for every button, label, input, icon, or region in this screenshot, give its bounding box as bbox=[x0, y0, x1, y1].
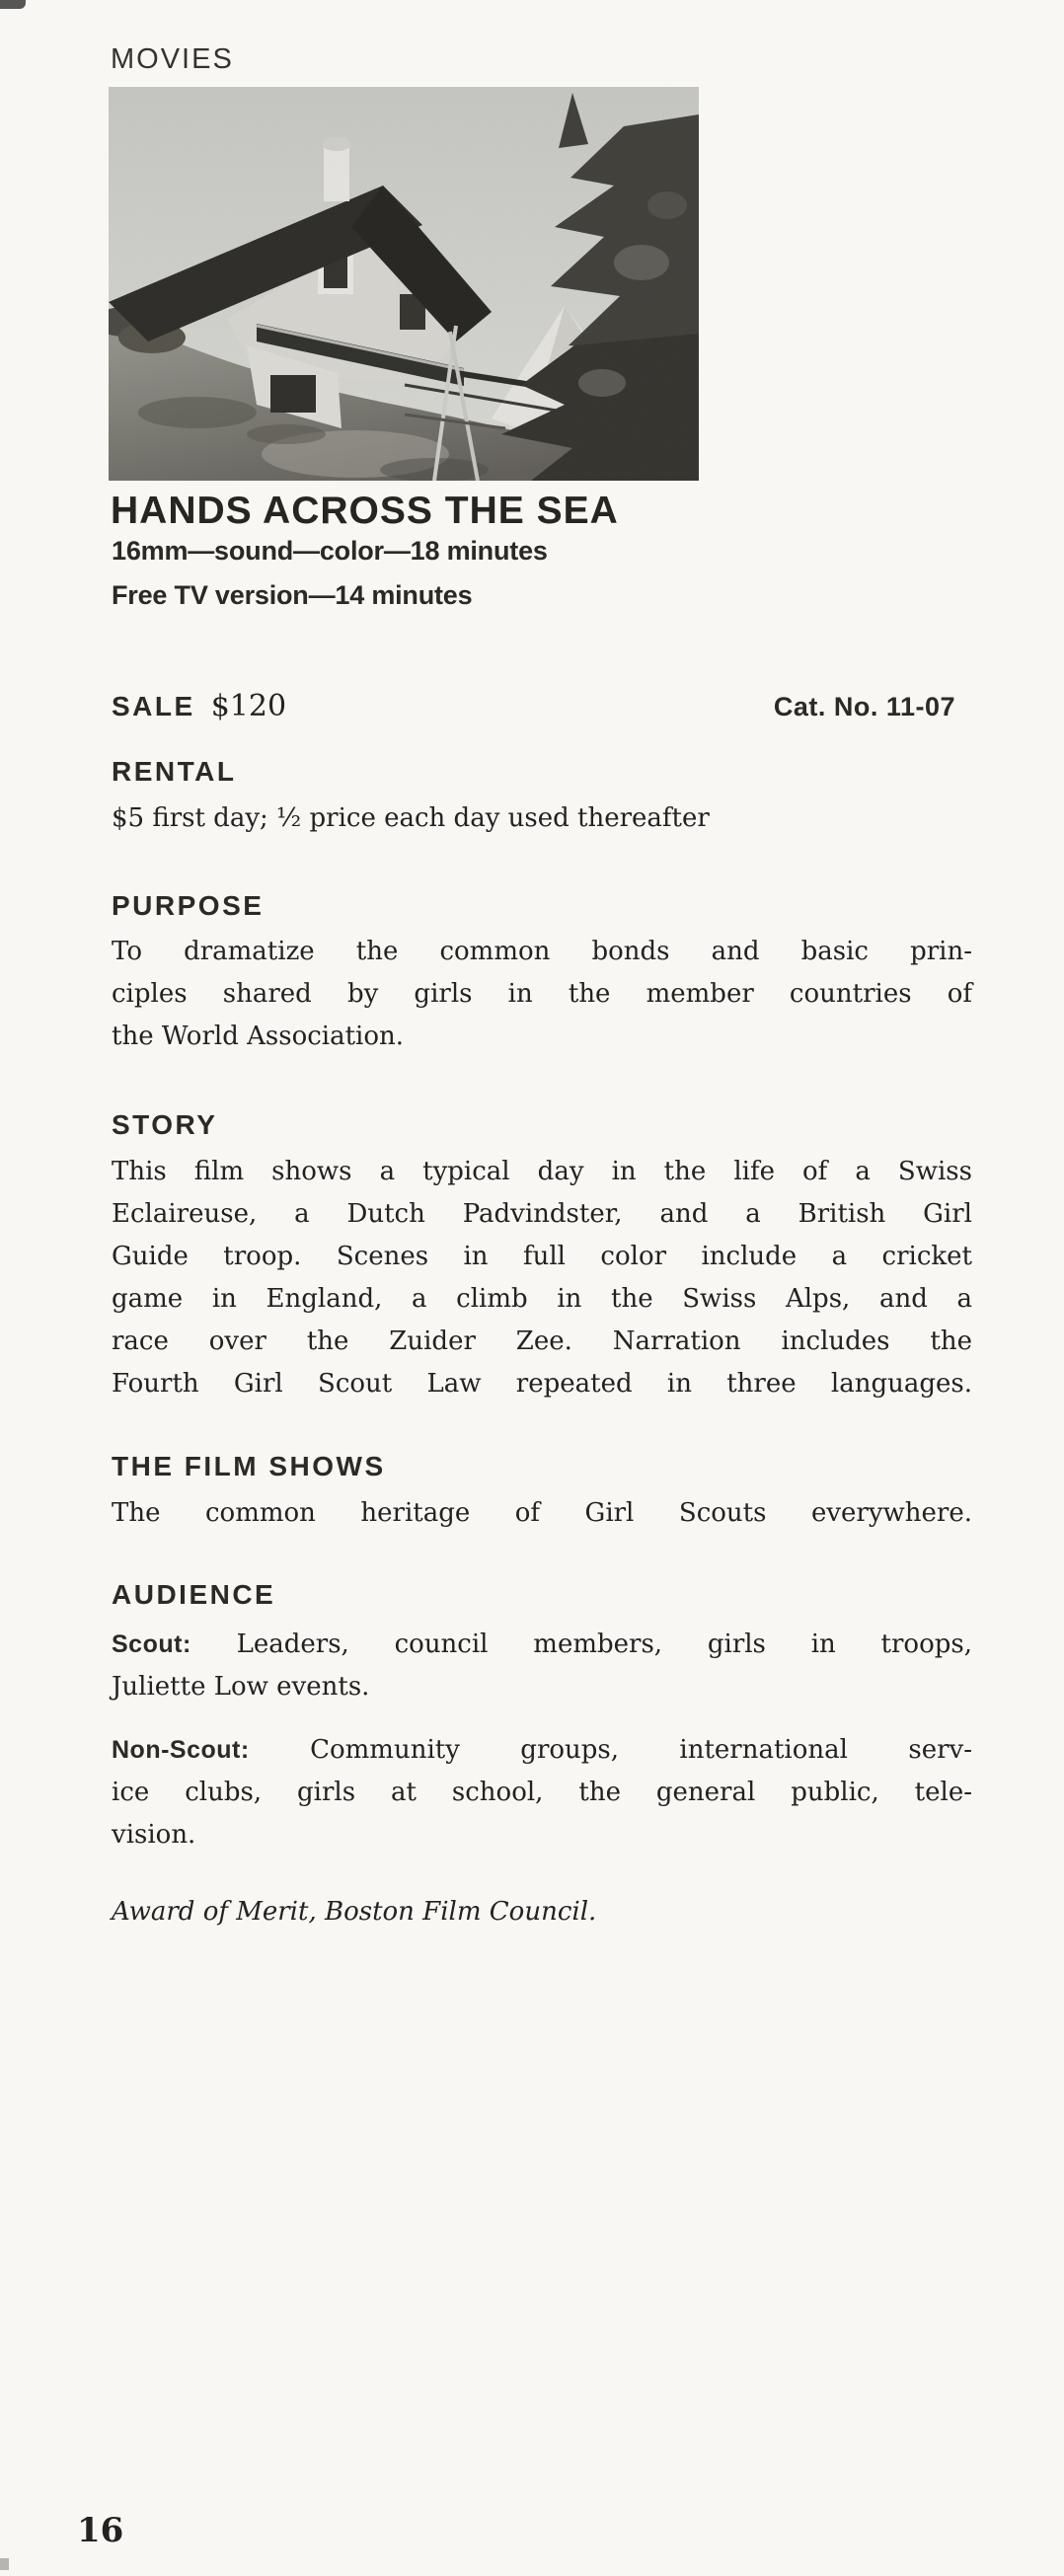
story-line: Fourth Girl Scout Law repeated in three languages. bbox=[112, 1369, 972, 1399]
rental-terms: $5 first day; ½ price each day used thereafter bbox=[112, 803, 710, 833]
purpose-paragraph bbox=[112, 931, 972, 1058]
purpose-line: To dramatize the common bonds and basic prin- bbox=[112, 937, 972, 966]
sale-label: SALE bbox=[112, 691, 195, 721]
purpose-heading: PURPOSE bbox=[112, 890, 265, 921]
scout-line: Juliette Low events. bbox=[112, 1672, 370, 1702]
story-line: race over the Zuider Zee. Narration includes the bbox=[112, 1326, 972, 1356]
audience-non-scout-paragraph bbox=[112, 1729, 972, 1856]
purpose-line: the World Association. bbox=[112, 1022, 405, 1051]
story-heading: STORY bbox=[112, 1109, 218, 1140]
sale-row bbox=[112, 689, 955, 723]
audience-heading: AUDIENCE bbox=[112, 1579, 276, 1610]
non-scout-line: ice clubs, girls at school, the general public, tele- bbox=[112, 1778, 972, 1807]
story-paragraph bbox=[112, 1151, 972, 1405]
non-scout-line bbox=[112, 1729, 972, 1772]
chalet-photo-illustration bbox=[109, 87, 699, 481]
story-line: Guide troop. Scenes in full color include a cricket bbox=[112, 1242, 972, 1271]
film-format-line: 16mm—sound—color—18 minutes bbox=[112, 536, 548, 566]
purpose-line: ciples shared by girls in the member countries of bbox=[112, 979, 972, 1009]
catalog-number: Cat. No. 11-07 bbox=[773, 692, 955, 721]
non-scout-line: vision. bbox=[112, 1820, 196, 1850]
rental-heading: RENTAL bbox=[112, 756, 237, 787]
film-tv-line: Free TV version—14 minutes bbox=[112, 580, 473, 610]
film-shows-heading: THE FILM SHOWS bbox=[112, 1451, 386, 1481]
scout-line bbox=[112, 1624, 972, 1666]
story-line: Eclaireuse, a Dutch Padvindster, and a British Girl bbox=[112, 1199, 972, 1229]
film-shows-body: The common heritage of Girl Scouts everywhere. bbox=[112, 1498, 972, 1528]
audience-scout-paragraph bbox=[112, 1624, 972, 1708]
award-note: Award of Merit, Boston Film Council. bbox=[112, 1897, 597, 1927]
scout-line-text: Leaders, council members, girls in troops, bbox=[190, 1629, 972, 1659]
page-header: MOVIES bbox=[111, 43, 234, 75]
sale-price: $120 bbox=[210, 689, 287, 723]
story-line: game in England, a climb in the Swiss Alps, and a bbox=[112, 1284, 972, 1314]
non-scout-line-text: Community groups, international serv- bbox=[249, 1735, 972, 1765]
film-title: HANDS ACROSS THE SEA bbox=[111, 490, 619, 532]
scout-label: Scout: bbox=[112, 1630, 191, 1658]
story-line: This film shows a typical day in the life of a Swiss bbox=[112, 1157, 972, 1186]
page-number: 16 bbox=[77, 2511, 124, 2550]
scan-smudge-bottom-left bbox=[0, 2558, 9, 2570]
non-scout-label: Non-Scout: bbox=[112, 1736, 250, 1764]
scan-smudge-top-left bbox=[0, 0, 26, 9]
chalet-hillside-photo bbox=[109, 87, 699, 481]
